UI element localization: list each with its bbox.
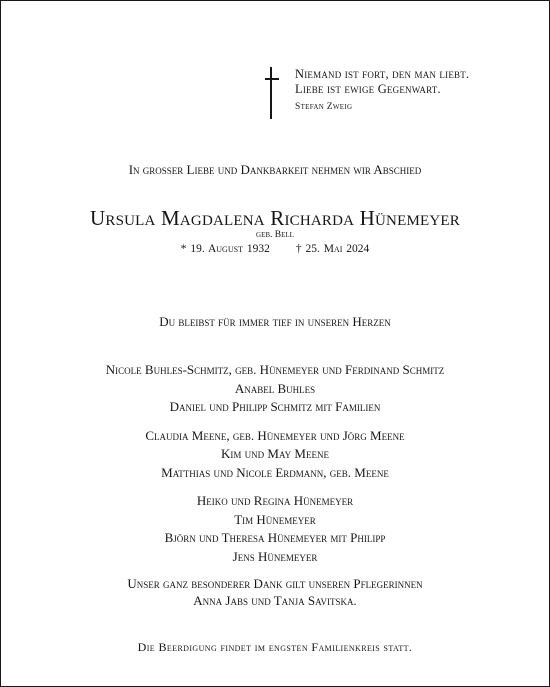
life-dates — [1, 243, 549, 255]
deceased-name: Ursula Magdalena Richarda Hünemeyer — [90, 206, 460, 230]
thanks-line: Unser ganz besonderer Dank gilt unseren Pflegerinnen — [127, 576, 423, 591]
family-member: Heiko und Regina Hünemeyer — [196, 493, 354, 508]
maiden-name: geb. Bell — [256, 230, 294, 240]
family-group — [1, 361, 549, 417]
family-member: Björn und Theresa Hünemeyer mit Philipp — [164, 530, 386, 545]
family-member: Tim Hünemeyer — [234, 511, 316, 527]
family-member: Jens Hünemeyer — [232, 548, 318, 564]
family-group — [1, 492, 549, 566]
birth-date: * 19. August 1932 — [180, 243, 270, 255]
intro-text: In grosser Liebe und Dankbarkeit nehmen wir Abschied — [128, 162, 422, 177]
death-date: † 25. Mai 2024 — [295, 243, 370, 255]
quote-line: Niemand ist fort, den man liebt. — [295, 67, 470, 81]
funeral-note: Die Beerdigung findet im engsten Familienkreis statt. — [137, 640, 413, 654]
quote-author: Stefan Zweig — [295, 102, 353, 112]
family-member: Claudia Meene, geb. Hünemeyer und Jörg Meene — [145, 427, 405, 443]
family-member: Anabel Buhles — [234, 380, 316, 396]
family-group — [1, 427, 549, 483]
family-member: Daniel und Philipp Schmitz mit Familien — [169, 399, 381, 414]
family-member: Matthias und Nicole Erdmann, geb. Meene — [161, 464, 389, 480]
thanks-line: Anna Jabs und Tanja Savitska. — [193, 593, 357, 608]
family-member: Nicole Buhles-Schmitz, geb. Hünemeyer und Ferdinand Schmitz — [105, 362, 445, 377]
motto-text: Du bleibst für immer tief in unseren Herzen — [159, 314, 391, 329]
family-member: Kim und May Meene — [221, 446, 329, 461]
quote-line: Liebe ist ewige Gegenwart. — [295, 82, 441, 96]
thanks-text — [1, 575, 549, 609]
quote-block — [295, 67, 469, 114]
family-list — [1, 361, 549, 576]
cross-icon — [265, 67, 279, 119]
